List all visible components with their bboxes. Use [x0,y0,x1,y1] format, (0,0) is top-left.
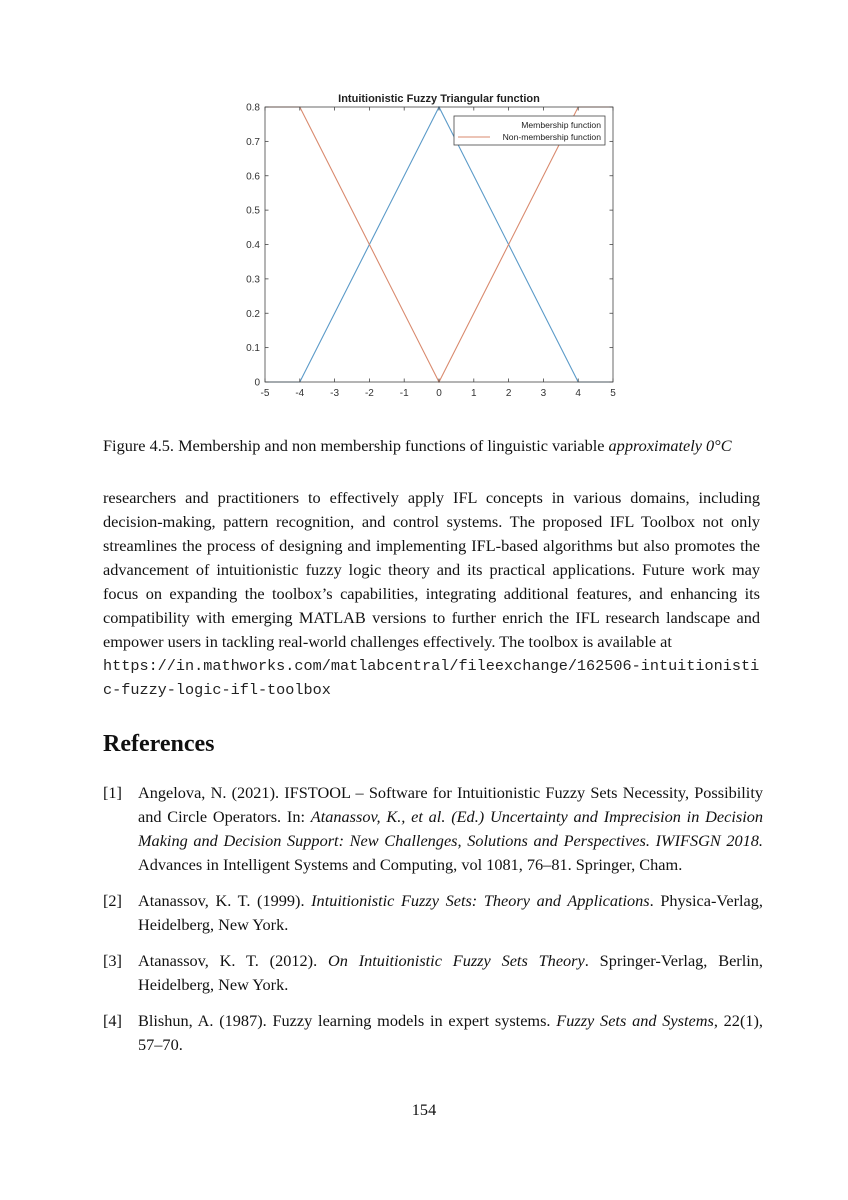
reference-number: [1] [103,783,122,802]
reference-italic: Atanassov, K., et al. (Ed.) Uncertainty and Imprecision in Decision Making and Decision Support: New Challenges, Solutions and Perspectives. IWIFSGN 2018. [138,807,763,850]
x-tick-label: -1 [399,388,409,399]
x-tick-label: 3 [540,388,547,399]
axes-box [265,107,613,382]
chart-title: Intuitionistic Fuzzy Triangular function [338,93,540,105]
toolbox-url[interactable]: https://in.mathworks.com/matlabcentral/fileexchange/162506-intuitionistic-fuzzy-logic-ifl-toolbox [103,657,760,699]
reference-item [103,781,763,877]
page-number: 154 [411,1100,437,1119]
y-tick-label: 0 [254,377,260,389]
chart-svg [230,88,630,408]
series-line [265,107,613,382]
y-tick-label: 0.2 [246,308,260,320]
y-tick-label: 0.7 [246,136,260,148]
reference-text: . Physica-Verlag, Heidelberg, New York. [138,891,763,934]
reference-text: Blishun, A. (1987). Fuzzy learning models in expert systems. [138,1011,557,1030]
reference-item [103,889,763,937]
y-tick-label: 0.5 [246,205,260,217]
x-tick-label: -5 [260,388,270,399]
y-tick-label: 0.3 [246,274,260,286]
plot-area [246,103,616,400]
references-heading: References [103,731,215,757]
reference-text: . Springer-Verlag, Berlin, Heidelberg, New York. [138,951,763,994]
reference-italic: On Intuitionistic Fuzzy Sets Theory [327,951,585,970]
legend-label: Membership function [521,120,601,130]
y-tick-label: 0.6 [246,171,260,183]
reference-text: Angelova, N. (2021). IFSTOOL – Software for Intuitionistic Fuzzy Sets Necessity, Possibility and Circle Operators. In: [138,783,763,826]
references-list [103,781,763,1069]
reference-number: [2] [103,891,122,910]
reference-number: [4] [103,1011,122,1030]
x-tick-label: 2 [505,388,512,399]
reference-italic: Fuzzy Sets and Systems [556,1011,714,1030]
reference-text: Advances in Intelligent Systems and Computing, vol 1081, 76–81. Springer, Cham. [138,855,683,874]
y-tick-label: 0.4 [246,240,260,251]
caption-italic: approximately 0°C [608,436,732,455]
y-tick-label: 0.1 [246,343,260,355]
x-tick-label: 4 [575,388,581,399]
figure-chart [230,88,630,408]
legend-label: Non-membership function [502,132,601,142]
y-tick-label: 0.8 [246,102,260,114]
caption-text: Figure 4.5. Membership and non membership functions of linguistic variable [103,436,609,455]
x-tick-label: -2 [364,388,374,399]
reference-number: [3] [103,951,122,970]
reference-text: Atanassov, K. T. (1999). [138,891,312,910]
reference-text: Atanassov, K. T. (2012). [138,951,328,970]
x-tick-label: 0 [436,388,442,399]
x-tick-label: -3 [330,388,340,399]
x-tick-label: 1 [471,388,477,399]
paragraph-text: researchers and practitioners to effectively apply IFL concepts in various domains, including decision-making, pattern recognition, and control systems. The proposed IFL Toolbox not only streamlines the process of designing and implementing IFL-based algorithms but also promotes the advancement of intuitionistic fuzzy logic theory and its practical applications. Future work may focus on expanding the toolbox’s capabilities, integrating additional features, and enhancing its compatibility with emerging MATLAB versions to further enrich the IFL research landscape and empower users in tackling real-world challenges effectively. The toolbox is available at [103,488,760,651]
reference-item [103,949,763,997]
body-paragraph [103,486,760,702]
x-tick-label: -4 [295,388,305,399]
figure-caption [103,436,763,456]
x-tick-label: 5 [610,388,616,399]
series-line [265,107,613,382]
reference-item [103,1009,763,1057]
reference-italic: Intuitionistic Fuzzy Sets: Theory and Applications [311,891,650,910]
reference-text: , 22(1), 57–70. [138,1011,763,1054]
